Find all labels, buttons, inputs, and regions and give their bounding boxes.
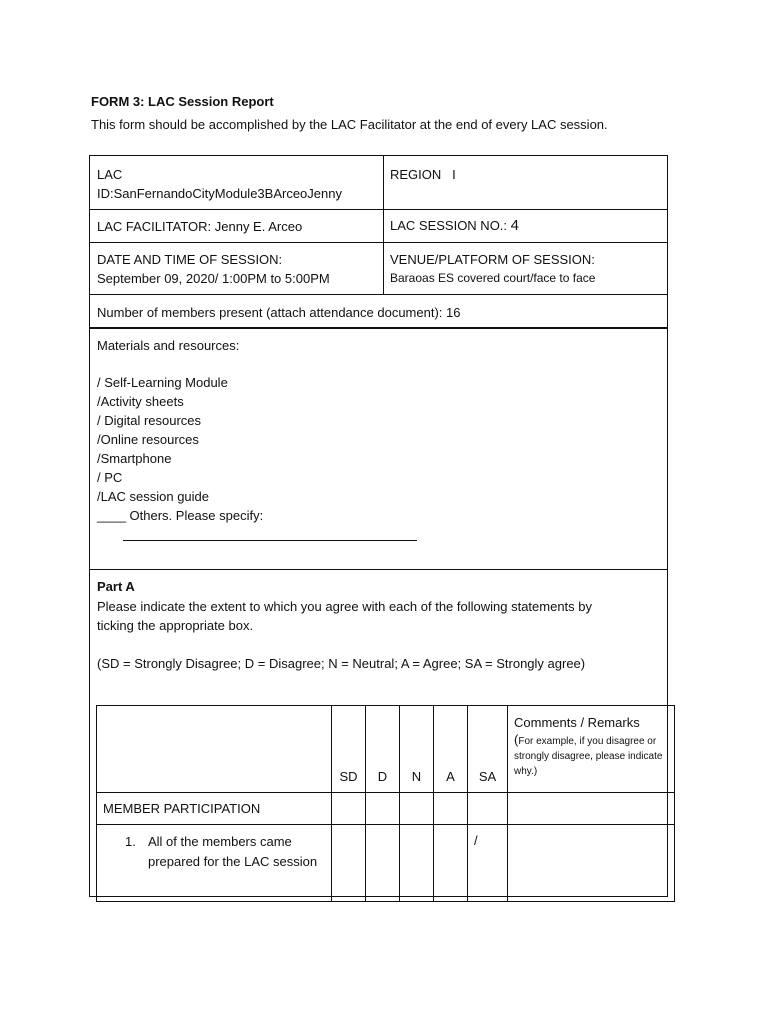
- material-item: / Self-Learning Module: [97, 375, 228, 390]
- comment-cell[interactable]: [508, 825, 675, 902]
- facilitator-field: LAC FACILITATOR: Jenny E. Arceo: [97, 219, 303, 234]
- column-header-a: A: [434, 706, 468, 793]
- members-present-field: Number of members present (attach attendance document): 16: [97, 305, 461, 320]
- rating-cell-sa[interactable]: /: [468, 825, 508, 902]
- column-header-sa: SA: [468, 706, 508, 793]
- lac-id-field: [97, 165, 342, 203]
- comments-note-text: For example, if you disagree or strongly disagree, please indicate why.): [514, 736, 663, 777]
- divider: [89, 569, 668, 570]
- rating-legend: (SD = Strongly Disagree; D = Disagree; N = Neutral; A = Agree; SA = Strongly agree): [97, 656, 586, 671]
- divider: [89, 327, 668, 329]
- comments-header-cell: [508, 706, 675, 793]
- region-field: REGION I: [390, 167, 456, 182]
- date-time-value: September 09, 2020/ 1:00PM to 5:00PM: [97, 271, 330, 286]
- statement-text: All of the members came prepared for the LAC session: [148, 834, 318, 869]
- date-time-field: [97, 250, 330, 288]
- materials-list: [97, 373, 263, 525]
- divider: [89, 294, 668, 295]
- material-item: /Activity sheets: [97, 394, 184, 409]
- header-blank-cell: [97, 706, 332, 793]
- session-no-label: LAC SESSION NO.:: [390, 218, 508, 233]
- material-item: ____ Others. Please specify:: [97, 508, 264, 523]
- table-row: [97, 825, 675, 902]
- rating-cell-n[interactable]: [400, 825, 434, 902]
- rating-table: [96, 705, 675, 902]
- rating-cell-a[interactable]: [434, 825, 468, 902]
- statement-number: 1.: [125, 834, 136, 849]
- date-time-label: DATE AND TIME OF SESSION:: [97, 252, 283, 267]
- part-a-instruction: [97, 597, 592, 635]
- statement-cell: [97, 825, 332, 902]
- session-no-value: 4: [510, 217, 520, 234]
- comments-title: Comments / Remarks: [514, 715, 640, 730]
- category-label: MEMBER PARTICIPATION: [97, 793, 332, 825]
- divider: [383, 156, 384, 294]
- material-item: /Online resources: [97, 432, 199, 447]
- session-no-field: [390, 216, 519, 235]
- venue-field: [390, 250, 595, 288]
- materials-heading: Materials and resources:: [97, 338, 240, 353]
- comment-cell: [508, 793, 675, 825]
- material-item: / Digital resources: [97, 413, 202, 428]
- comments-note: [514, 732, 670, 779]
- lac-id-label: LAC: [97, 167, 123, 182]
- rating-cell: [332, 793, 366, 825]
- material-item: /Smartphone: [97, 451, 172, 466]
- rating-cell-d[interactable]: [366, 825, 400, 902]
- lac-id-value: ID:SanFernandoCityModule3BArceoJenny: [97, 186, 342, 201]
- venue-value: Baraoas ES covered court/face to face: [390, 271, 596, 285]
- table-row: [97, 793, 675, 825]
- divider: [89, 209, 668, 210]
- part-a-heading: Part A: [97, 579, 135, 594]
- rating-cell: [400, 793, 434, 825]
- part-a-instruction-line: ticking the appropriate box.: [97, 618, 254, 633]
- comments-note-paren: (: [514, 732, 519, 747]
- form-title: FORM 3: LAC Session Report: [91, 94, 274, 109]
- material-item: /LAC session guide: [97, 489, 210, 504]
- rating-cell: [366, 793, 400, 825]
- column-header-d: D: [366, 706, 400, 793]
- form-intro: This form should be accomplished by the LAC Facilitator at the end of every LAC session.: [91, 117, 608, 132]
- others-specify-line: [123, 540, 417, 541]
- rating-cell-sd[interactable]: [332, 825, 366, 902]
- venue-label: VENUE/PLATFORM OF SESSION:: [390, 252, 595, 267]
- rating-cell: [468, 793, 508, 825]
- part-a-instruction-line: Please indicate the extent to which you agree with each of the following statements by: [97, 599, 593, 614]
- divider: [89, 242, 668, 243]
- column-header-n: N: [400, 706, 434, 793]
- material-item: / PC: [97, 470, 123, 485]
- column-header-sd: SD: [332, 706, 366, 793]
- rating-table-header: [97, 706, 675, 793]
- rating-cell: [434, 793, 468, 825]
